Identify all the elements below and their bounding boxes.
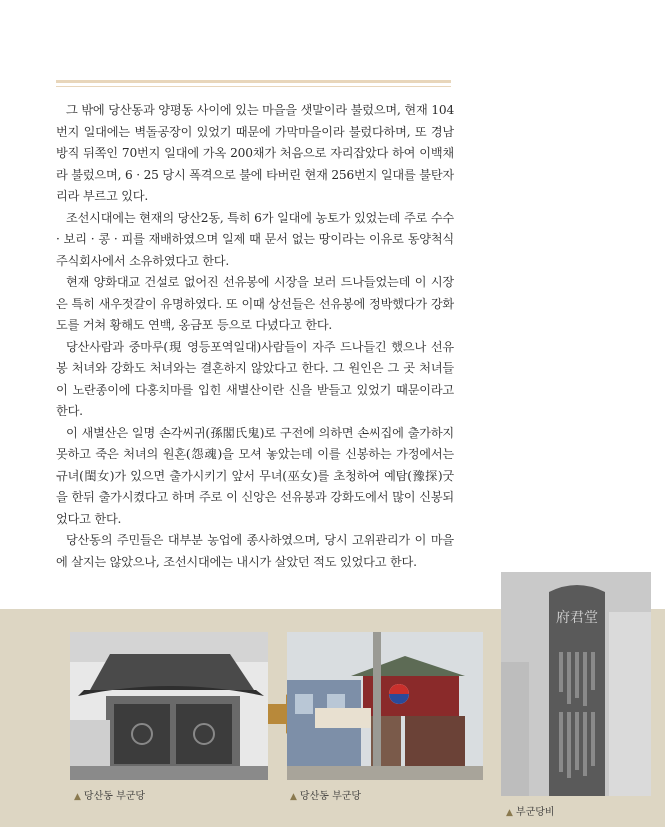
body-text	[56, 100, 454, 573]
top-decorative-rule-thin	[56, 86, 451, 87]
paragraph: 조선시대에는 현재의 당산2동, 특히 6가 일대에 농토가 있었는데 주로 수수 · 보리 · 콩 · 피를 재배하였으며 일제 때 문서 없는 땅이라는 이유로 동양척식주식회사에서 소유하였다고 한다.	[56, 210, 454, 268]
shrine-exterior-image	[287, 632, 483, 780]
photo-stele	[501, 572, 651, 796]
stele-image	[501, 572, 651, 796]
caption-triangle-icon: ▲	[74, 792, 81, 802]
shrine-gate-image	[70, 632, 268, 780]
caption-shrine-gate: ▲ 당산동 부군당	[74, 791, 146, 802]
paragraph: 이 새별산은 일명 손각씨귀(孫閣氏鬼)로 구전에 의하면 손씨집에 출가하지 못하고 죽은 처녀의 원혼(怨魂)을 모셔 놓았는데 이를 신봉하는 가정에서는 규녀(閨女)가 있으면 출가시키기 앞서 무녀(巫女)를 초청하여 예탐(豫探)굿을 한뒤 출가시켰다고 하며 주로 이 신앙은 선유봉과 강화도에서 많이 신봉되었다고 한다.	[56, 425, 454, 526]
paragraph: 당산동의 주민들은 대부분 농업에 종사하였으며, 당시 고위관리가 이 마을에 살지는 않았으나, 조선시대에는 내시가 살았던 적도 있었다고 한다.	[56, 533, 454, 569]
caption-triangle-icon: ▲	[290, 792, 297, 802]
paragraph: 현재 양화대교 건설로 없어진 선유봉에 시장을 보러 드나들었는데 이 시장은 특히 새우젓갈이 유명하였다. 또 이때 상선들은 선유봉에 정박했다가 강화도를 거쳐 황해도 연백, 옹금포 등으로 다녔다고 한다.	[56, 275, 454, 332]
paragraph: 그 밖에 당산동과 양평동 사이에 있는 마을을 샛말이라 불렀으며, 현재 104번지 일대에는 벽돌공장이 있었기 때문에 가막마을이라 불렀다하며, 또 경남방직 뒤쪽인 70번지 일대에 가옥 200채가 처음으로 자리잡았다 하여 이백채라 불렀으며, 6 · 25 당시 폭격으로 불에 타버린 현재 256번지 일대를 불탄자리라 부르고 있다.	[56, 103, 454, 203]
stele-inscription: 府君堂	[556, 610, 598, 626]
caption-shrine-exterior: ▲ 당산동 부군당	[290, 791, 362, 802]
photo-shrine-gate	[70, 632, 268, 780]
top-decorative-rule	[56, 80, 451, 83]
caption-triangle-icon: ▲	[506, 808, 513, 818]
photo-shrine-exterior	[287, 632, 483, 780]
caption-stele: ▲ 부군당비	[506, 807, 555, 818]
paragraph: 당산사람과 중마루(現 영등포역일대)사람들이 자주 드나들긴 했으나 선유봉 처녀와 강화도 처녀와는 결혼하지 않았다고 한다. 그 원인은 그 곳 처녀들이 노란종이에 다홍치마를 입힌 새별산이란 신을 받들고 있었기 때문이라고 한다.	[56, 339, 454, 418]
